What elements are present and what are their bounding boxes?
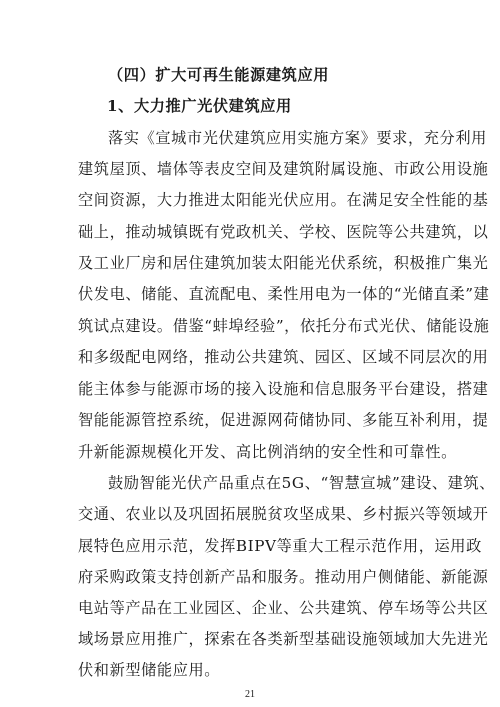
paragraph-line: 筑试点建设。借鉴“蚌埠经验”，依托分布式光伏、储能设施 [78, 317, 490, 335]
paragraph-line: 伏和新型储能应用。 [78, 661, 221, 679]
paragraph-line: 及工业厂房和居住建筑加装太阳能光伏系统，积极推广集光 [78, 254, 489, 272]
paragraph-line: 空间资源，大力推进太阳能光伏应用。在满足安全性能的基 [78, 191, 489, 209]
paragraph-line: 域场景应用推广，探索在各类新型基础设施领域加大先进光 [78, 630, 489, 648]
page-number: 21 [245, 689, 255, 700]
paragraph-line: 能主体参与能源市场的接入设施和信息服务平台建设，搭建 [78, 380, 489, 398]
paragraph-line: 智能能源管控系统，促进源网荷储协同、多能互补利用，提 [78, 411, 489, 429]
paragraph-line: 府采购政策支持创新产品和服务。推动用户侧储能、新能源 [78, 568, 489, 586]
subsection-heading-1: 1、大力推广光伏建筑应用 [107, 97, 292, 115]
paragraph-line: 落实《宣城市光伏建筑应用实施方案》要求，充分利用 [108, 129, 487, 147]
paragraph-line: 鼓励智能光伏产品重点在5G、“智慧宣城”建设、建筑、 [108, 474, 496, 492]
section-heading: （四）扩大可再生能源建筑应用 [108, 66, 330, 84]
paragraph-line: 伏发电、储能、直流配电、柔性用电为一体的“光储直柔”建 [78, 285, 490, 303]
paragraph-line: 础上，推动城镇既有党政机关、学校、医院等公共建筑，以 [78, 223, 489, 241]
paragraph-line: 建筑屋顶、墙体等表皮空间及建筑附属设施、市政公用设施 [78, 160, 489, 178]
paragraph-line: 交通、农业以及巩固拓展脱贫攻坚成果、乡村振兴等领域开 [78, 505, 489, 523]
paragraph-line: 升新能源规模化开发、高比例消纳的安全性和可靠性。 [78, 443, 457, 461]
paragraph-line: 电站等产品在工业园区、企业、公共建筑、停车场等公共区 [78, 599, 489, 617]
paragraph-line: 和多级配电网络，推动公共建筑、园区、区域不同层次的用 [78, 348, 489, 366]
paragraph-line: 展特色应用示范，发挥BIPV等重大工程示范作用，运用政 [78, 537, 482, 555]
